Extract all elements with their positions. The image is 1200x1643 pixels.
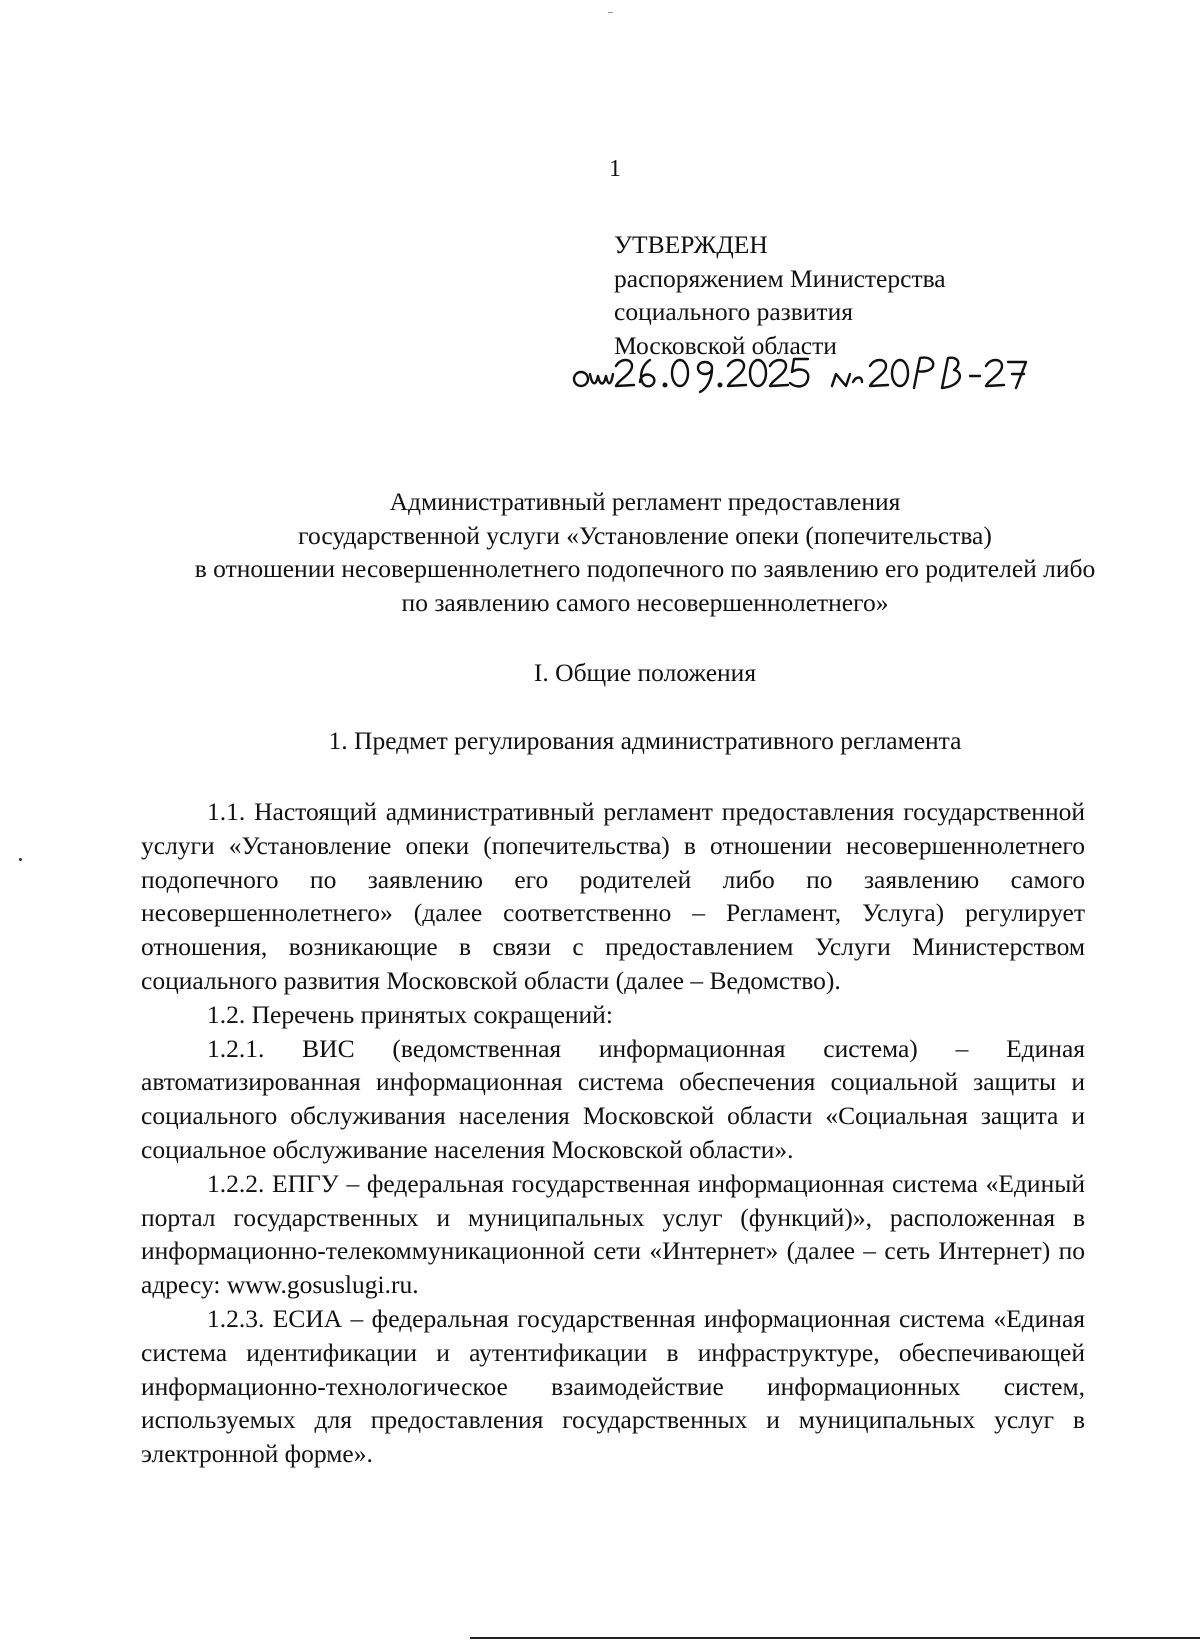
scan-edge-line [470,1637,1200,1639]
title-line-2: государственной услуги «Установление опеки (попечительства) [298,520,992,550]
approval-line-4: Московской области [614,330,837,360]
document-body [141,795,1085,1471]
scan-dot [19,858,22,861]
approval-line-3: социального развития [614,297,853,326]
paragraph-1-2-1: 1.2.1. ВИС (ведомственная информационная система) – Единая автоматизированная информационная система обеспечения социальной защиты и социального обслуживания населения Московской области «Социальная защита и социальное обслуживание населения Московской области». [141,1033,1085,1164]
paragraph-1-2-2: 1.2.2. ЕПГУ – федеральная государственная информационная система «Единый портал государственных и муниципальных услуг (функций)», расположенная в информационно-телекоммуникационной сети «Интернет» (далее – сеть Интернет) по адресу: www.gosuslugi.ru. [141,1168,1085,1300]
document-title [140,485,1150,619]
paragraph-1-2: 1.2. Перечень принятых сокращений: [207,999,613,1029]
approval-line-1: УТВЕРЖДЕН [614,230,768,259]
scan-mark [608,12,613,13]
paragraph-1-1: 1.1. Настоящий административный регламент предоставления государственной услуги «Установление опеки (попечительства) в отношении несовершеннолетнего подопечного по заявлению его родителей либо по заявлению самого несовершеннолетнего» (далее соответственно – Регламент, Услуга) регулирует отношения, возникающие в связи с предоставлением Услуги Министерством социального развития Московской области (далее – Ведомство). [141,797,1085,995]
page-number: 1 [609,156,621,182]
subsection-heading: 1. Предмет регулирования административного регламента [328,726,962,755]
handwritten-date [570,352,1030,394]
section-heading: I. Общие положения [533,658,757,687]
title-line-1: Административный регламент предоставления [389,487,901,516]
title-line-3: в отношении несовершеннолетнего подопечного по заявлению его родителей либо [194,554,1096,583]
title-line-4: по заявлению самого несовершеннолетнего» [401,587,889,617]
approval-stamp [614,228,946,362]
paragraph-1-2-3: 1.2.3. ЕСИА – федеральная государственная информационная система «Единая система идентификации и аутентификации в инфраструктуре, обеспечивающей информационно-технологическое взаимодействие информационных систем, используемых для предоставления государственных и муниципальных услуг в электронной форме». [141,1303,1085,1469]
approval-line-2: распоряжением Министерства [614,263,946,293]
